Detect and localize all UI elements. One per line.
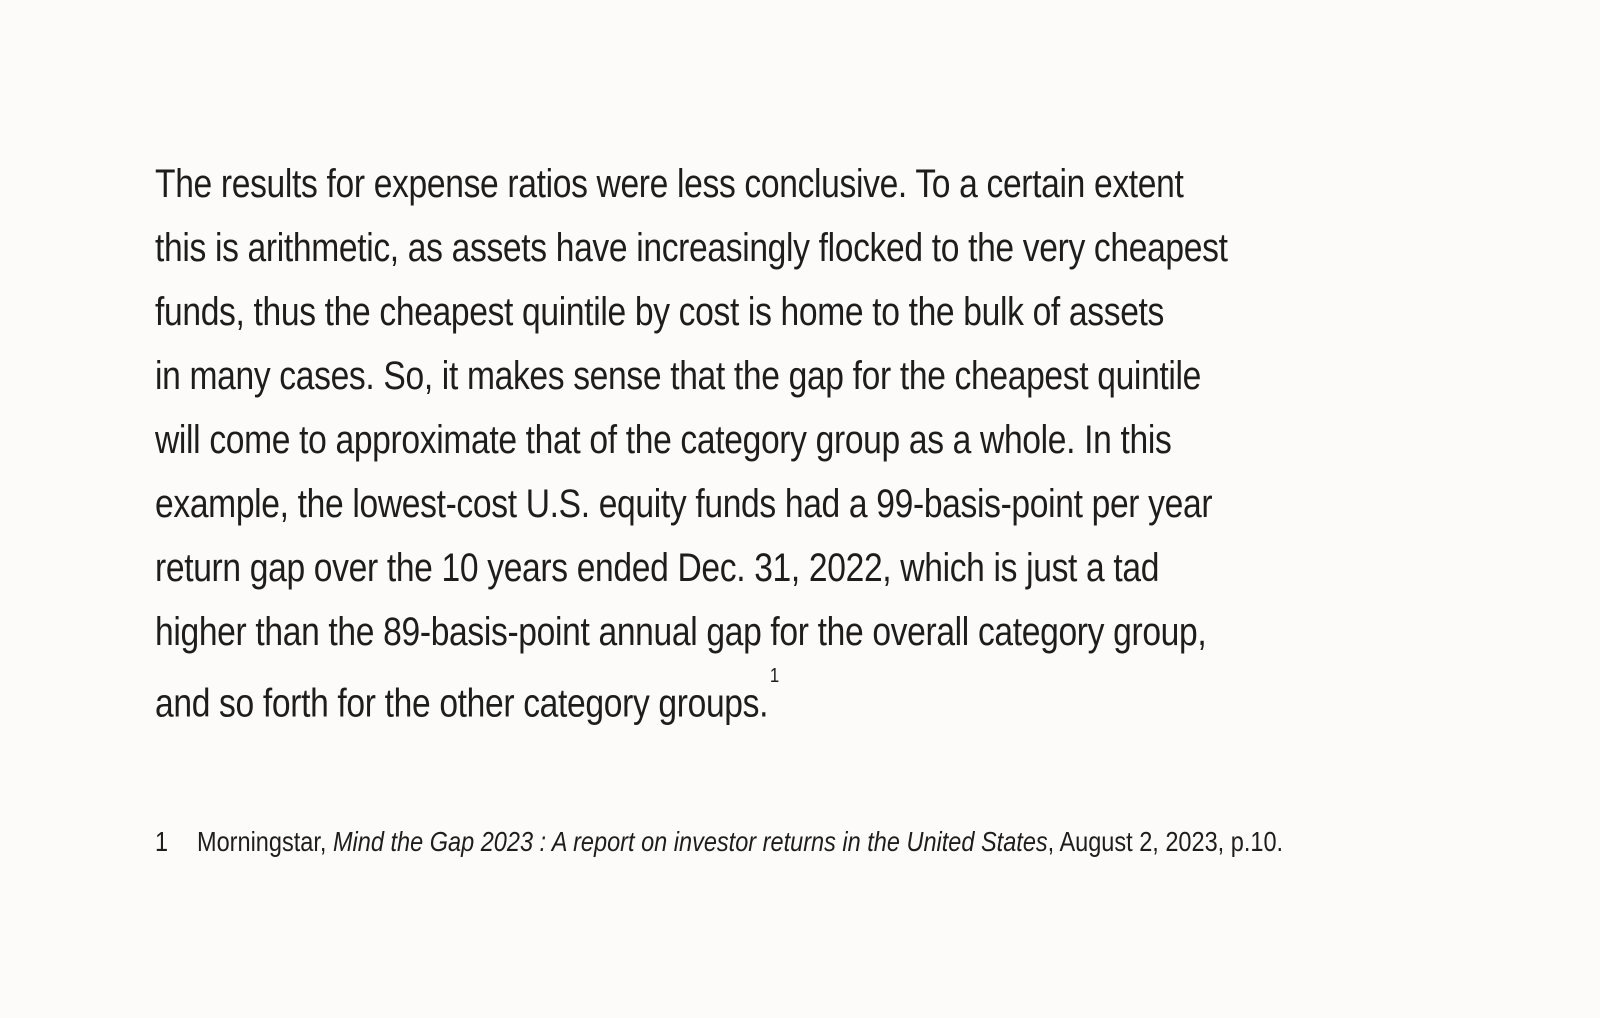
paragraph-line: higher than the 89-basis-point annual gap for the overall category group, (155, 610, 1207, 654)
paragraph-line-last (155, 664, 1264, 735)
footnote-title: Mind the Gap 2023 : A report on investor returns in the United States (332, 826, 1048, 857)
body-paragraph (155, 152, 1264, 735)
paragraph-line: this is arithmetic, as assets have increasingly flocked to the very cheapest (155, 226, 1228, 270)
footnote-reference[interactable]: 1 (769, 665, 779, 687)
footnote-number: 1 (155, 826, 169, 857)
paragraph-line-text: and so forth for the other category groups. (155, 681, 769, 726)
paragraph-line: example, the lowest-cost U.S. equity funds had a 99-basis-point per year (155, 482, 1213, 526)
footnote-suffix: , August 2, 2023, p.10. (1047, 826, 1284, 857)
paragraph-line: funds, thus the cheapest quintile by cost is home to the bulk of assets (155, 290, 1165, 334)
paragraph-line: The results for expense ratios were less conclusive. To a certain extent (155, 162, 1184, 206)
paragraph-line: will come to approximate that of the category group as a whole. In this (155, 418, 1172, 462)
footnote-prefix: Morningstar, (197, 826, 333, 857)
footnote (155, 824, 1283, 860)
paragraph-line: return gap over the 10 years ended Dec. 31, 2022, which is just a tad (155, 546, 1160, 590)
paragraph-line: in many cases. So, it makes sense that the gap for the cheapest quintile (155, 354, 1202, 398)
